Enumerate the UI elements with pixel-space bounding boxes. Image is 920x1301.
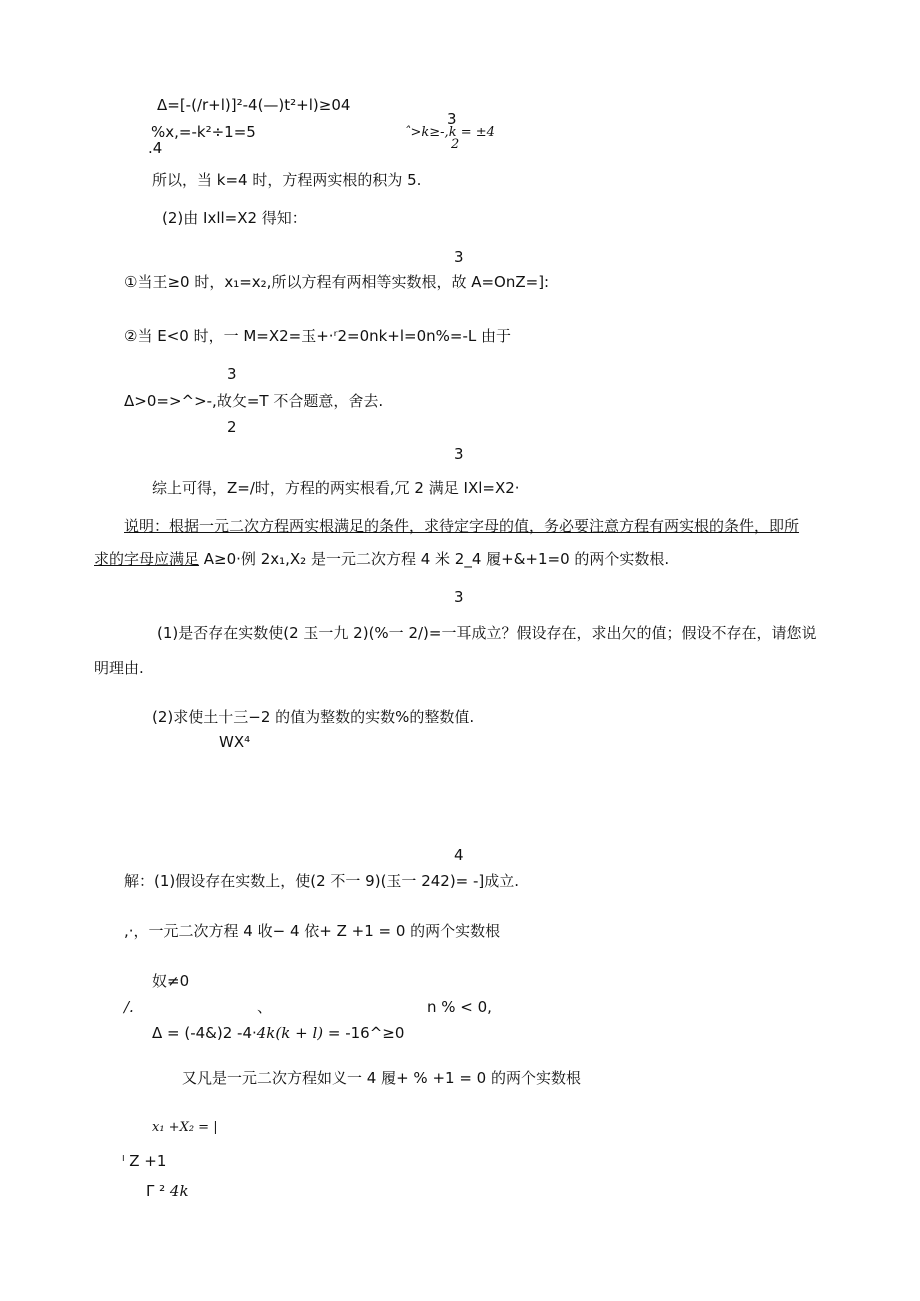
formula-fraction-denominator: 2: [451, 137, 460, 152]
text-summary: 综上可得，Z=/时，方程的两实根看,冗 2 满足 IXl=X2·: [152, 479, 520, 497]
formula-fraction-numerator: 3: [454, 445, 464, 463]
formula-discriminant-2: [152, 1024, 404, 1042]
formula-product: %x,=-k²÷1=5: [151, 123, 256, 141]
text-note-underlined: 求的字母应满足: [94, 550, 200, 568]
text-roots-again: 又凡是一元二次方程如义一 4 履+ % +1 = 0 的两个实数根: [182, 1069, 581, 1087]
formula-fragment: [146, 1182, 189, 1200]
formula-fragment: WX⁴: [219, 733, 251, 751]
formula-sum-of-roots: x₁ +X₂ = |: [152, 1120, 218, 1135]
formula-subscript: .4: [148, 139, 163, 157]
formula-fraction-numerator: 3: [454, 248, 464, 266]
text-case-1: ①当王≥0 时，x₁=x₂,所以方程有两相等实数根，故 A=OnZ=]:: [124, 273, 550, 291]
text-question-1: (1)是否存在实数使(2 玉一九 2)(%一 2/)=一耳成立？假设存在，求出欠的值；假设不存在，请您说: [157, 624, 817, 642]
formula-fraction-denominator: 2: [227, 418, 237, 436]
formula-k-nonzero: 奴≠0: [152, 972, 190, 990]
text-discriminant-check: Δ>0=>^>-,故攵=T 不合题意，舍去.: [124, 392, 384, 410]
formula-fraction-numerator: 3: [227, 365, 237, 383]
text-case-2: ②当 E<0 时，一 M=X2=玉+·ʳ2=0nk+l=0n%=-L 由于: [124, 327, 512, 345]
formula-part: Γ ²: [146, 1182, 166, 1200]
formula-fraction-numerator: 3: [447, 110, 457, 128]
symbol-therefore: /.: [124, 998, 134, 1016]
text-solution-1: 解：(1)假设存在实数上，使(2 不一 9)(玉一 242)= -]成立.: [124, 872, 520, 890]
formula-k-range: ˆ>k≥-,k = ±4: [404, 125, 495, 140]
formula-part: Δ = (-4&)2 -4·: [152, 1024, 257, 1042]
text-question-2: (2)求使土十三−2 的值为整数的实数%的整数值.: [152, 708, 475, 726]
formula-discriminant: Δ=[-(/r+l)]²-4(—)t²+l)≥04: [157, 96, 351, 114]
text-note-line1: 说明：根据一元二次方程两实根满足的条件，求待定字母的值，务必要注意方程有两实根的条件，即所: [124, 517, 800, 535]
text-conclusion-k4: 所以，当 k=4 时，方程两实根的积为 5.: [152, 171, 422, 189]
formula-fraction-numerator: 4: [454, 846, 464, 864]
formula-part-italic: 4k(k + l): [256, 1024, 324, 1042]
symbol-brace: 、: [257, 998, 273, 1016]
formula-part-italic: 4k: [169, 1182, 189, 1200]
text-example-2: A≥0·例 2x₁,X₂ 是一元二次方程 4 米 2_4 履+&+1=0 的两个实数根.: [199, 550, 670, 568]
text-question-1-cont: 明理由.: [94, 659, 144, 677]
formula-k-negative: n % < 0,: [427, 998, 492, 1016]
text-note-line2: [94, 550, 669, 568]
text-part2-intro: (2)由 Ixll=X2 得知：: [162, 209, 307, 227]
formula-fragment: ˡ Z +1: [122, 1152, 167, 1170]
text-roots-condition: ,·，一元二次方程 4 收− 4 依+ Z +1 = 0 的两个实数根: [124, 922, 501, 940]
formula-fraction-numerator: 3: [454, 588, 464, 606]
formula-part: = -16^≥0: [323, 1024, 405, 1042]
